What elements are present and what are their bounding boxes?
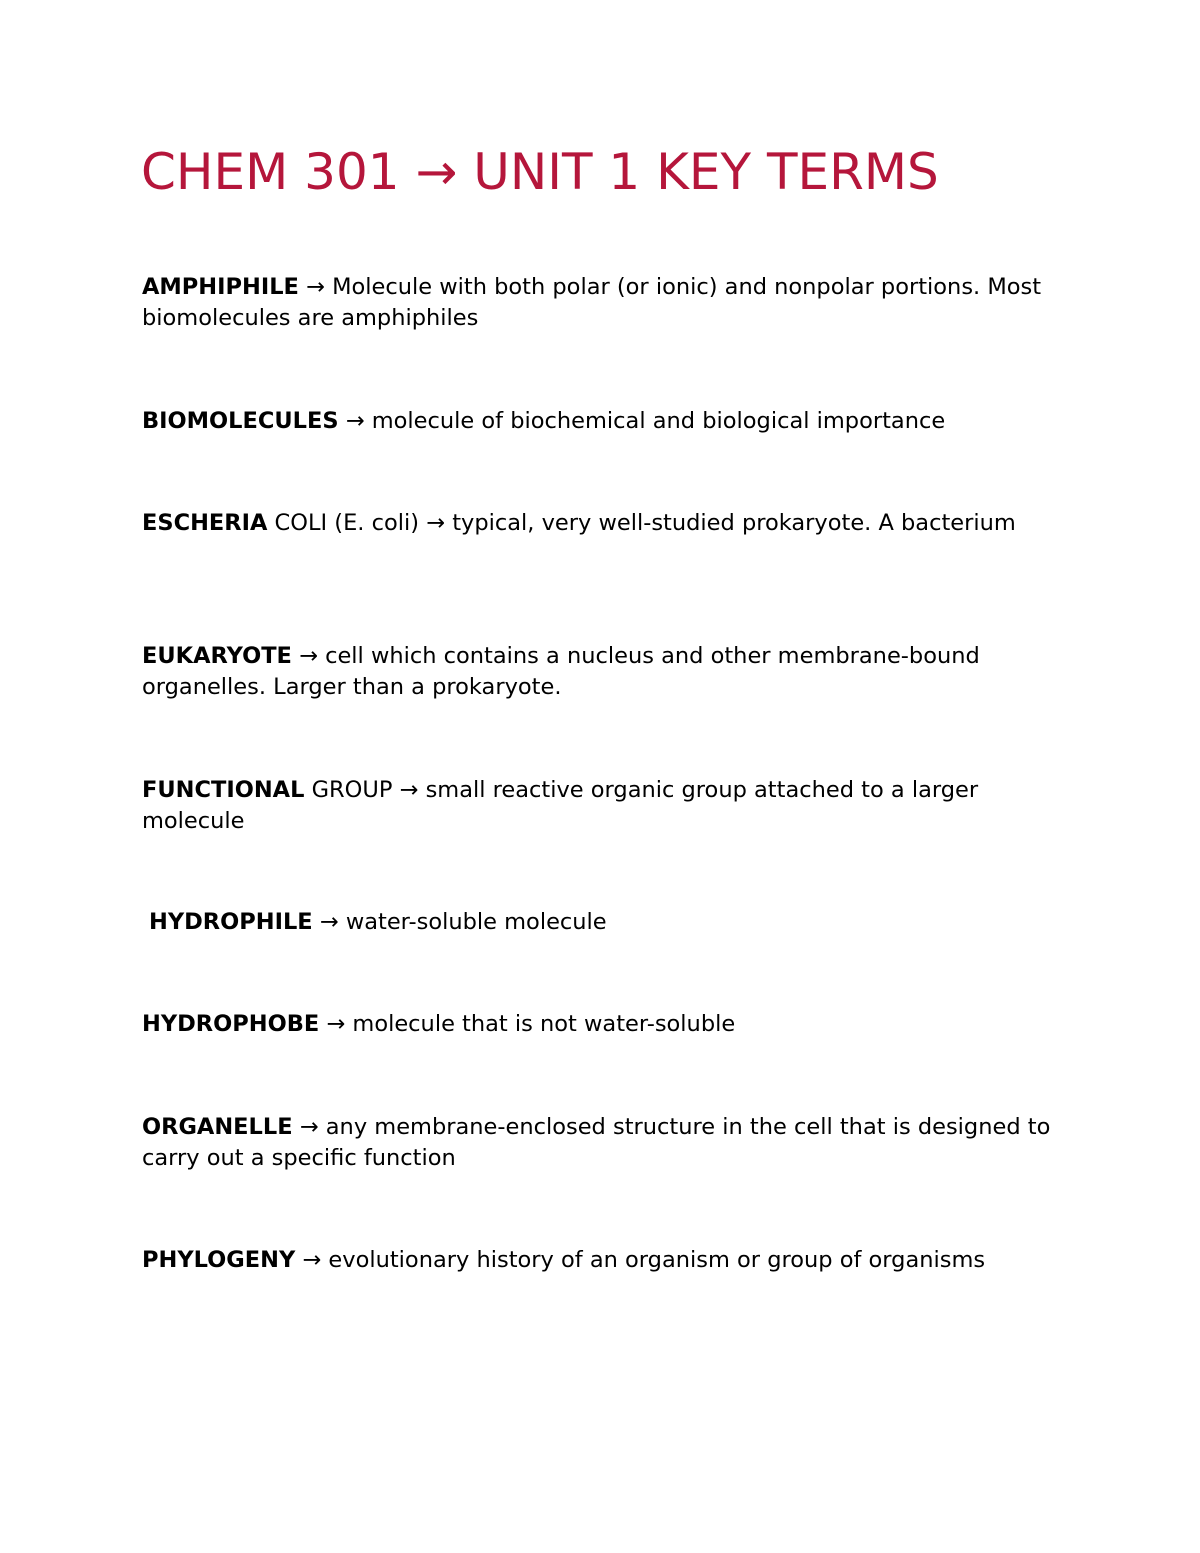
term-name: PHYLOGENY: [142, 1247, 296, 1273]
arrow-icon: →: [338, 408, 372, 434]
term-definition: water-soluble molecule: [345, 909, 607, 935]
term-entry-amphiphile: [142, 272, 1062, 334]
arrow-icon: →: [319, 1011, 353, 1037]
arrow-icon: →: [298, 274, 333, 300]
term-entry-hydrophobe: [142, 1009, 1062, 1040]
term-name: FUNCTIONAL: [142, 777, 305, 803]
term-definition: Molecule with both polar (or ionic) and nonpolar portions. Most biomolecules are amphiphiles: [142, 274, 1042, 331]
term-definition: molecule that is not water-soluble: [352, 1011, 736, 1037]
term-entry-hydrophile: [142, 907, 1069, 938]
term-definition: small reactive organic group attached to a larger molecule: [142, 777, 979, 834]
page-title: CHEM 301 → UNIT 1 KEY TERMS: [141, 143, 939, 201]
term-entry-functional-group: [142, 775, 1062, 837]
arrow-icon: →: [312, 909, 346, 935]
term-name: ESCHERIA: [142, 510, 268, 536]
term-definition: cell which contains a nucleus and other membrane-bound organelles. Larger than a prokaryote.: [142, 643, 980, 700]
term-name: HYDROPHOBE: [142, 1011, 320, 1037]
term-definition: molecule of biochemical and biological importance: [371, 408, 946, 434]
term-definition: typical, very well-studied prokaryote. A bacterium: [452, 510, 1016, 536]
arrow-icon: →: [392, 777, 426, 803]
term-name-rest: COLI (E. coli): [267, 510, 420, 536]
term-name: EUKARYOTE: [142, 643, 292, 669]
arrow-icon: →: [419, 510, 453, 536]
term-definition: any membrane-enclosed structure in the cell that is designed to carry out a specific function: [142, 1114, 1051, 1171]
term-name-rest: GROUP: [304, 777, 393, 803]
arrow-icon: →: [292, 1114, 326, 1140]
term-name: ORGANELLE: [142, 1114, 293, 1140]
term-name: HYDROPHILE: [149, 909, 313, 935]
term-entry-eukaryote: [142, 641, 1062, 703]
term-name: AMPHIPHILE: [142, 274, 299, 300]
term-name: BIOMOLECULES: [142, 408, 339, 434]
term-entry-organelle: [142, 1112, 1062, 1174]
term-entry-biomolecules: [142, 406, 1062, 437]
term-entry-phylogeny: [142, 1245, 1062, 1276]
term-entry-escheria-coli: [142, 508, 1062, 539]
arrow-icon: →: [295, 1247, 329, 1273]
arrow-icon: →: [291, 643, 326, 669]
term-definition: evolutionary history of an organism or group of organisms: [328, 1247, 986, 1273]
